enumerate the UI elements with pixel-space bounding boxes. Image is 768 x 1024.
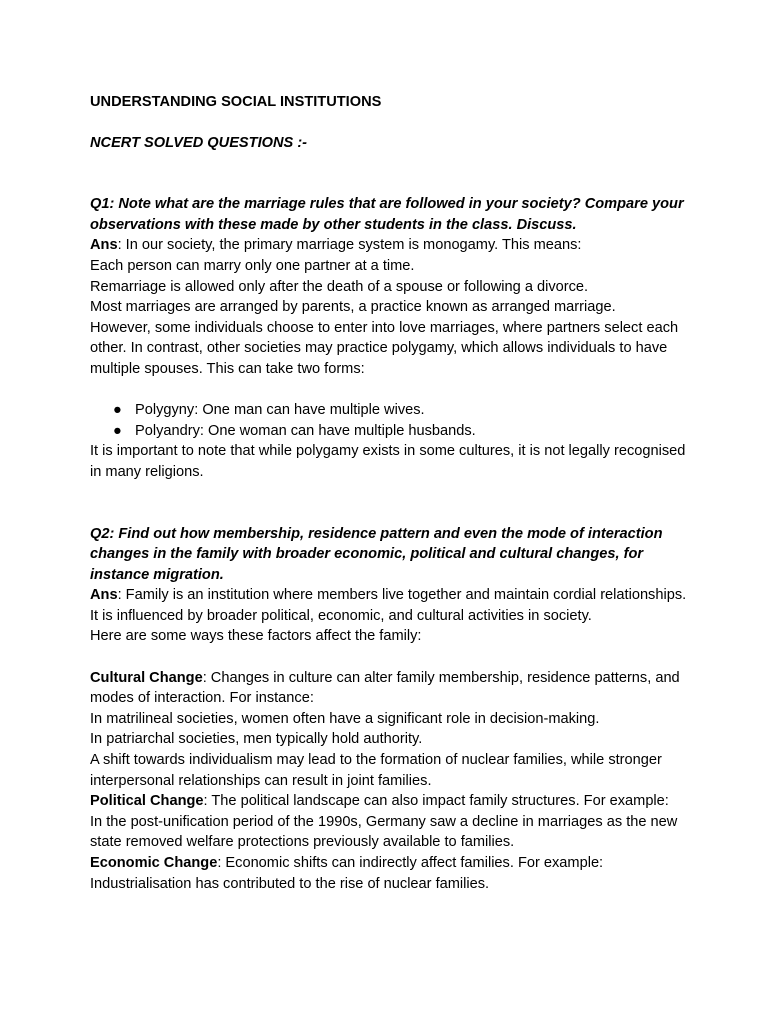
answer-1-line: However, some individuals choose to enter into love marriages, where partners select each other. In contrast, other societies may practice polygamy, which allows individuals to have multiple spouses. This can take two forms: xyxy=(90,319,679,377)
answer-2-ways: Here are some ways these factors affect the family: xyxy=(90,628,422,645)
list-item xyxy=(113,400,690,421)
political-change xyxy=(90,791,690,812)
cultural-change-label: Cultural Change xyxy=(90,669,203,686)
answer-1-line: Most marriages are arranged by parents, a practice known as arranged marriage. xyxy=(90,299,616,316)
answer-label: Ans xyxy=(90,237,118,254)
answer-1-closing: It is important to note that while polygamy exists in some cultures, it is not legally recognised in many religions. xyxy=(90,443,686,480)
document-subtitle: NCERT SOLVED QUESTIONS :- xyxy=(90,134,308,151)
list-item-text: Polygyny: One man can have multiple wives. xyxy=(135,402,425,419)
list-item-text: Polyandry: One woman can have multiple husbands. xyxy=(135,422,476,439)
answer-1-line: Remarriage is allowed only after the death of a spouse or following a divorce. xyxy=(90,278,589,295)
answer-1-line: Each person can marry only one partner at a time. xyxy=(90,257,415,274)
answer-1-intro xyxy=(90,235,690,256)
answer-label: Ans xyxy=(90,587,118,604)
bullet-icon: ● xyxy=(113,402,122,419)
bullet-icon: ● xyxy=(113,422,122,439)
political-change-label: Political Change xyxy=(90,793,204,810)
question-1: Q1: Note what are the marriage rules that are followed in your society? Compare your observations with these made by other students in the class. Discuss. xyxy=(90,196,684,233)
political-change-text: : The political landscape can also impact family structures. For example: xyxy=(203,793,669,810)
cultural-line: In matrilineal societies, women often have a significant role in decision-making. xyxy=(90,710,600,727)
document-title: UNDERSTANDING SOCIAL INSTITUTIONS xyxy=(90,94,382,110)
bullet-list xyxy=(90,400,690,441)
economic-change-text: : Economic shifts can indirectly affect families. For example: xyxy=(217,855,604,871)
answer-2-intro xyxy=(90,585,690,626)
cultural-change xyxy=(90,668,690,709)
cultural-line: A shift towards individualism may lead to the formation of nuclear families, while stronger interpersonal relationships can result in joint families. xyxy=(90,752,662,789)
economic-change-label: Economic Change xyxy=(90,855,218,871)
answer-text: : In our society, the primary marriage system is monogamy. This means: xyxy=(117,237,582,254)
document-body xyxy=(90,92,690,894)
question-2: Q2: Find out how membership, residence pattern and even the mode of interaction changes in the family with broader economic, political and cultural changes, for instance migration. xyxy=(90,525,663,583)
economic-change xyxy=(90,853,690,874)
spacer xyxy=(90,647,690,668)
cultural-change-text: : Changes in culture can alter family membership, residence patterns, and modes of interaction. For instance: xyxy=(90,669,680,707)
political-line: In the post-unification period of the 1990s, Germany saw a decline in marriages as the new state removed welfare protections previously available to families. xyxy=(90,813,678,851)
list-item xyxy=(113,421,690,442)
cultural-line: In patriarchal societies, men typically hold authority. xyxy=(90,731,423,748)
answer-text: : Family is an institution where members live together and maintain cordial relationships. It is influenced by broader political, economic, and cultural activities in society. xyxy=(90,587,687,624)
economic-line: Industrialisation has contributed to the rise of nuclear families. xyxy=(90,875,490,892)
